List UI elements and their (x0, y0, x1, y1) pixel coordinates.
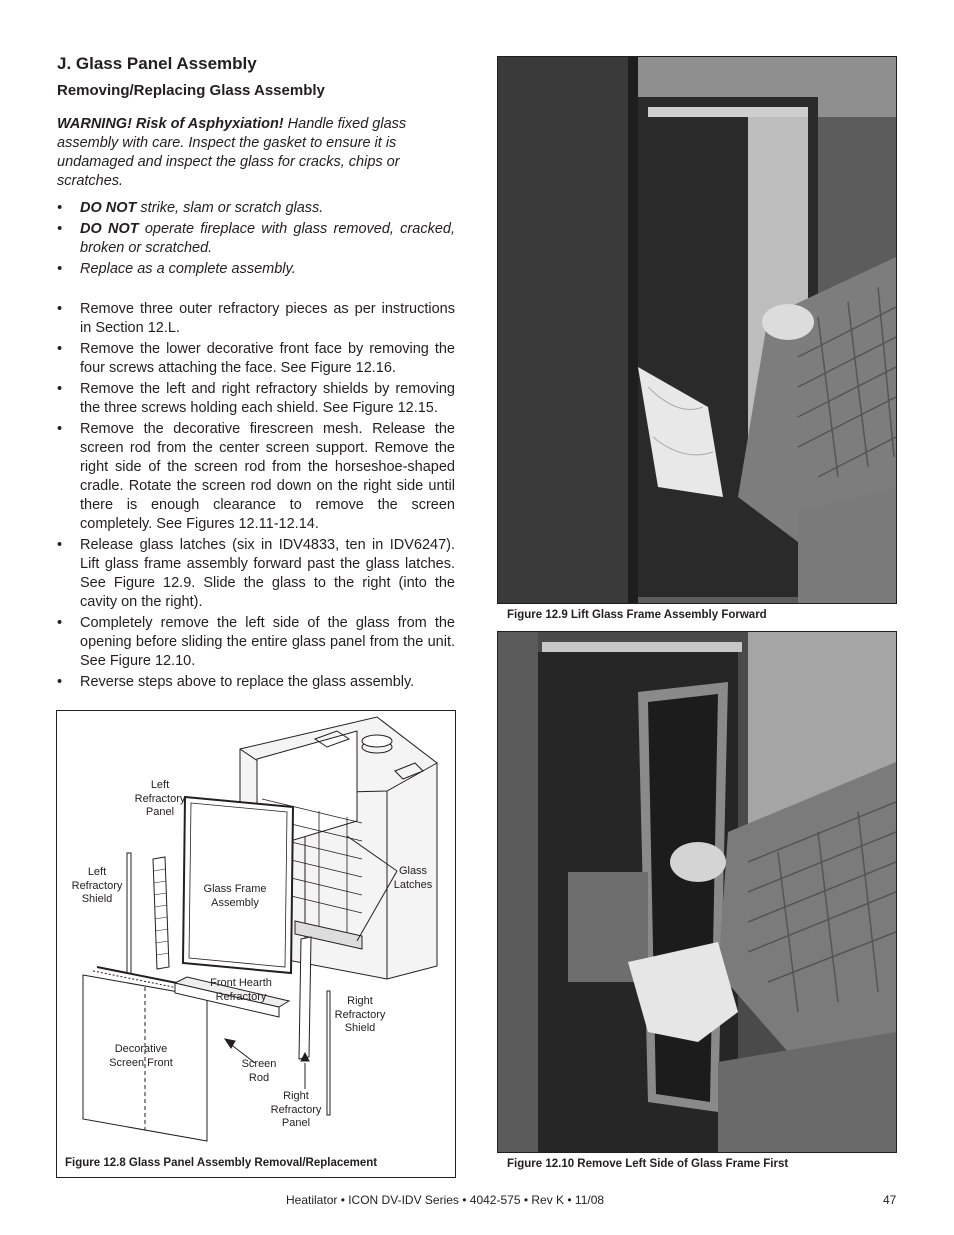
step-item: • Remove the left and right refractory shields by removing the three screws holding each shield. See Figure 12.15. (57, 381, 455, 416)
figure-12-9-photo (497, 56, 897, 604)
warning-paragraph (57, 115, 457, 191)
step-item: • Release glass latches (six in IDV4833, ten in IDV6247). Lift glass frame assembly forward past the glass latches. See Figure 12.9. Slide the glass to the right (into the cavity on the right). (57, 537, 455, 610)
section-subtitle: Removing/Replacing Glass Assembly (57, 82, 325, 99)
photo-remove-glass-frame (498, 632, 896, 1152)
label-screen-rod: Screen Rod (241, 1058, 277, 1084)
caution-list (57, 199, 455, 281)
label-front-hearth-refractory: Front Hearth Refractory (210, 977, 272, 1003)
caution-item: • Replace as a complete assembly. (57, 261, 296, 277)
figure-12-10-caption: Figure 12.10 Remove Left Side of Glass Frame First (507, 1158, 789, 1170)
step-item: • Remove three outer refractory pieces as per instructions in Section 12.L. (57, 301, 455, 336)
step-item: • Remove the decorative firescreen mesh. Release the screen rod from the center screen support. Remove the right side of the screen rod from the horseshoe-shaped cradle. Rotate the screen rod down on the right side until there is enough clearance to remove the screen completely. See Figures 12.11-12.14. (57, 421, 455, 532)
label-left-refractory-panel: Left Refractory Panel (134, 779, 186, 818)
label-glass-frame-assembly: Glass Frame Assembly (203, 883, 267, 909)
label-right-refractory-panel: Right Refractory Panel (270, 1090, 322, 1129)
label-right-refractory-shield: Right Refractory Shield (334, 995, 386, 1034)
step-item: • Remove the lower decorative front face by removing the four screws attaching the face. See Figure 12.16. (57, 341, 455, 376)
exploded-diagram (57, 711, 455, 1177)
step-item: • Reverse steps above to replace the glass assembly. (57, 674, 415, 690)
section-title: J. Glass Panel Assembly (57, 54, 257, 73)
footer-text: Heatilator • ICON DV-IDV Series • 4042-575 • Rev K • 11/08 (286, 1193, 605, 1207)
warning-lead: WARNING! Risk of Asphyxiation! (57, 116, 284, 132)
caution-item: • DO NOT strike, slam or scratch glass. (57, 200, 324, 216)
label-glass-latches: Glass Latches (393, 865, 433, 891)
label-decorative-screen-front: Decorative Screen Front (109, 1043, 173, 1069)
label-left-refractory-shield: Left Refractory Shield (71, 866, 123, 905)
caution-item: • DO NOT operate fireplace with glass removed, cracked, broken or scratched. (57, 221, 455, 256)
figure-12-8 (56, 710, 456, 1178)
figure-12-9-caption: Figure 12.9 Lift Glass Frame Assembly Forward (507, 609, 767, 621)
figure-12-8-caption: Figure 12.8 Glass Panel Assembly Removal/Replacement (65, 1157, 378, 1169)
figure-12-10-photo (497, 631, 897, 1153)
step-list (57, 300, 455, 694)
page-number: 47 (883, 1193, 897, 1207)
warning-text: Handle fixed glass assembly with care. Inspect the gasket to ensure it is undamaged and inspect the glass for cracks, chips or scratches. (57, 116, 407, 189)
step-item: • Completely remove the left side of the glass from the opening before sliding the entire glass panel from the unit. See Figure 12.10. (57, 615, 455, 669)
photo-lift-glass-frame (498, 57, 896, 603)
